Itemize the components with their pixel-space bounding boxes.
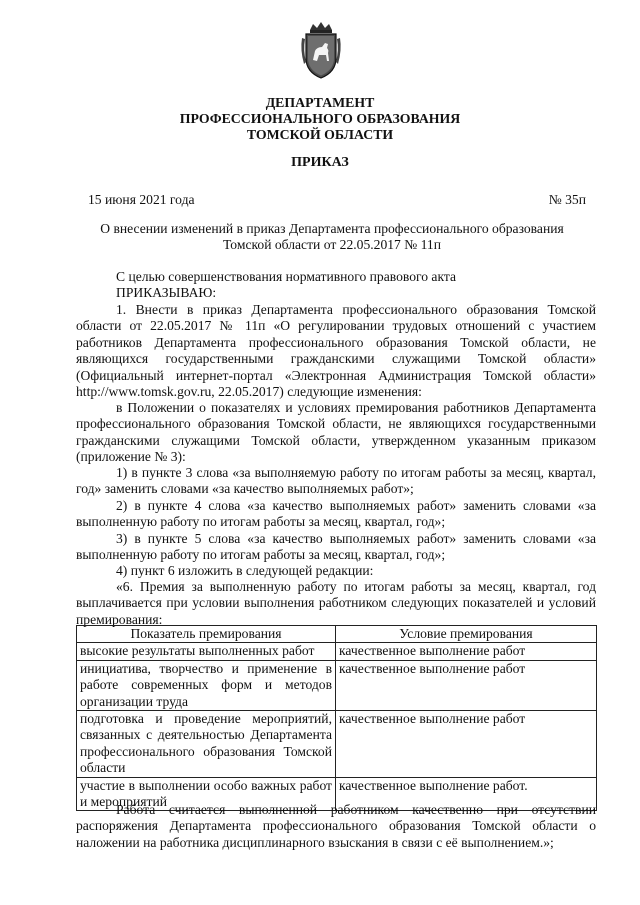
table-cell-indicator: участие в выполнении особо важных работ и мероприятий [77, 777, 336, 811]
subject-line-2: Томской области от 22.05.2017 № 11п [223, 237, 441, 253]
table-cell-condition: качественное выполнение работ. [336, 777, 597, 811]
department-name-line-1: ДЕПАРТАМЕНТ [265, 95, 375, 110]
table-cell-indicator: подготовка и проведение мероприятий, связанных с деятельностью Департамента профессионального образования Томской области [77, 711, 336, 778]
item-1-text: 1. Внести в приказ Департамента профессионального образования Томской области от 22.05.2017 № 11п «О регулировании трудовых отношений с участием работников Департамента профессионального образования Томской области, не являющихся государственными гражданскими служащими Томской области» (Официальный интернет-портал «Электронная Администрация Томской области» http://www.tomsk.gov.ru, 22.05.2017) следующие изменения: [76, 302, 596, 400]
closing-text: Работа считается выполненной работником качественно при отсутствии распоряжения Департамента профессионального образования Томской области о наложении на работника дисциплинарного взыскания в связи с её выполнением.»; [76, 802, 596, 850]
department-name-line-3: ТОМСКОЙ ОБЛАСТИ [246, 127, 394, 142]
subitem-2-text: 2) в пункте 4 слова «за качество выполняемых работ» заменить словами «за выполненную работу по итогам работы за месяц, квартал, год»; [76, 498, 596, 530]
table-header-indicator: Показатель премирования [77, 626, 336, 643]
table-cell-indicator: высокие результаты выполненных работ [77, 643, 336, 660]
order-word: ПРИКАЗЫВАЮ: [116, 285, 217, 300]
document-type: ПРИКАЗ [291, 155, 349, 170]
subitem-3-text: 3) в пункте 5 слова «за качество выполняемых работ» заменить словами «за выполненную работу по итогам работы за месяц, квартал, год»; [76, 531, 596, 563]
table-cell-condition: качественное выполнение работ [336, 660, 597, 710]
item-6-text: «6. Премия за выполненную работу по итогам работы за месяц, квартал, год выплачивается при условии выполнения работником следующих показателей и условий премирования: [76, 579, 596, 627]
table-cell-condition: качественное выполнение работ [336, 711, 597, 778]
order-date: 15 июня 2021 года [88, 192, 195, 207]
table-row [77, 643, 597, 660]
order-number: № 35п [548, 192, 586, 207]
table-row [77, 711, 597, 778]
table-cell-condition: качественное выполнение работ [336, 643, 597, 660]
subitem-4-text: 4) пункт 6 изложить в следующей редакции: [116, 563, 374, 578]
bonus-conditions-table [76, 625, 597, 811]
table-row [77, 660, 597, 710]
subitem-1-text: 1) в пункте 3 слова «за выполняемую работу по итогам работы за месяц, квартал, год» заменить словами «за качество выполняемых работ»; [76, 465, 596, 497]
tomsk-region-coat-of-arms-icon [298, 20, 344, 80]
subject-line-1: О внесении изменений в приказ Департамента профессионального образования [100, 221, 564, 236]
table-header-row [77, 626, 597, 643]
purpose-text: С целью совершенствования нормативного правового акта [116, 269, 457, 284]
table-header-condition: Условие премирования [336, 626, 597, 643]
table-cell-indicator: инициатива, творчество и применение в работе современных форм и методов организации труда [77, 660, 336, 710]
regulation-text: в Положении о показателях и условиях премирования работников Департамента профессионального образования Томской области, не являющихся государственными гражданскими служащими Томской области, утвержденном указанным приказом (приложение № 3): [76, 400, 596, 465]
department-name-line-2: ПРОФЕССИОНАЛЬНОГО ОБРАЗОВАНИЯ [179, 111, 461, 126]
order-subject [90, 221, 574, 254]
